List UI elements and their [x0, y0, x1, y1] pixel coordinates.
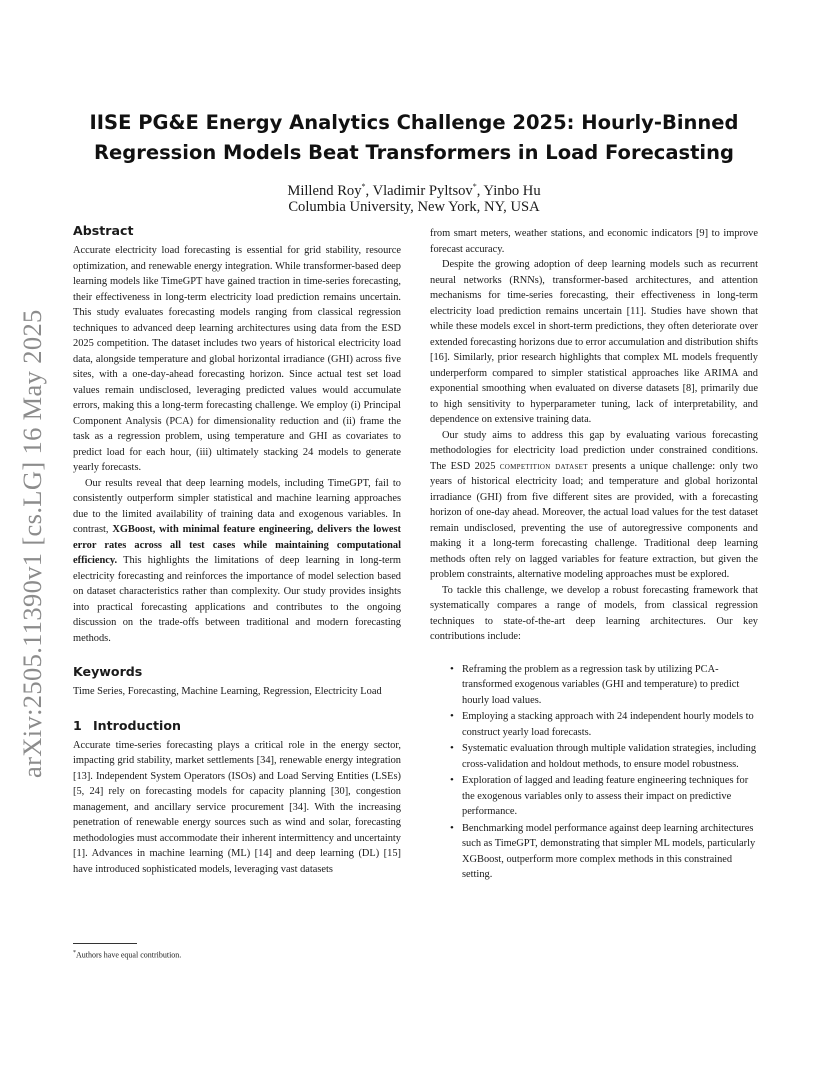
- list-item: • Exploration of lagged and leading feature engineering techniques for the exogenous variables only to assess their impact on predictive performance.: [430, 773, 758, 820]
- footnote-mark: *: [73, 950, 76, 956]
- introduction-paragraph-1: Accurate time-series forecasting plays a critical role in the energy sector, impacting grid stability, market settlements [34], renewable energy integration [13]. Independent System Operators (ISOs) and Load Serving Entities (LSEs) [5, 24] rely on forecasting models for capacity planning [30], congestion management, and ancillary service procurement [34]. With the increasing penetration of renewable energy sources such as wind and solar, forecasting methodologies must accommodate their inherent intermittency and uncertainty [1]. Advances in machine learning (ML) [14] and deep learning (DL) [15] have introduced sophisticated models, leveraging vast datasets: [73, 739, 401, 875]
- author-name: Millend Roy: [287, 182, 362, 199]
- intro-p3-start: Our study aims to address this gap by evaluating various forecasting methodologies for electricity load prediction under constrained conditions. The ESD 2025: [430, 429, 758, 472]
- title-line-2: Regression Models Beat Transformers in Load Forecasting: [94, 141, 734, 164]
- affiliation: Columbia University, New York, NY, USA: [288, 199, 540, 215]
- contributions-list: [430, 662, 758, 883]
- footnote: [73, 948, 181, 961]
- title-line-1: IISE PG&E Energy Analytics Challenge 2025: Hourly-Binned: [89, 111, 739, 134]
- introduction-paragraph-1-continued: from smart meters, weather stations, and economic indicators [9] to improve forecast accuracy.: [430, 228, 758, 255]
- abstract-p2-start: Our results reveal that deep learning models, including TimeGPT, fail to consistently outperform simpler statistical and machine learning approaches due to the limited availability of training data and exogenous variables. In contrast,: [73, 477, 401, 535]
- footnote-text: Authors have equal contribution.: [76, 950, 182, 960]
- left-column: [73, 222, 401, 877]
- list-item: • Reframing the problem as a regression task by utilizing PCA-transformed exogenous variables (GHI and temperature) to predict hourly load values.: [430, 662, 758, 709]
- footnote-rule: [73, 943, 137, 944]
- list-item: • Benchmarking model performance against deep learning architectures such as TimeGPT, demonstrating that simpler ML models, particularly XGBoost, outperform more complex methods in this constrained setting.: [430, 821, 758, 883]
- arxiv-identifier: arXiv:2505.11390v1 [cs.LG] 16 May 2025: [17, 309, 47, 778]
- keywords-heading: Keywords: [73, 664, 143, 679]
- introduction-paragraph-2: Despite the growing adoption of deep learning models such as recurrent neural networks (RNNs), transformer-based architectures, and attention mechanisms for time-series forecasting, their effectiveness in long-term electricity load prediction remains uncertain [11]. Studies have shown that while these models excel in short-term predictions, they often deteriorate over extended forecasting horizons due to error accumulation and distribution shifts [16]. Similarly, prior research highlights that complex ML models frequently underperform compared to simpler statistical approaches like ARIMA and exponential smoothing when evaluated on diverse datasets [8], primarily due to high sensitivity to hyperparameter tuning, lack of interpretability, and dependence on extensive training data.: [430, 259, 758, 425]
- introduction-heading: [73, 717, 401, 735]
- author-mark: *: [472, 182, 477, 191]
- paper-title: [70, 108, 758, 168]
- author-mark: *: [361, 182, 366, 191]
- introduction-paragraph-4: To tackle this challenge, we develop a robust forecasting framework that systematically compares a range of models, from classical regression techniques to state-of-the-art deep learning architectures. Our key contributions include:: [430, 584, 758, 642]
- introduction-paragraph-3: [430, 428, 758, 583]
- intro-p3-end: presents a unique challenge: only two years of historical electricity load; and temperature and global horizontal irradiance (GHI) from five different sites are provided, with a forecasting horizon of one-day ahead. Moreover, the actual load values for the test dataset remain undisclosed, preventing the use of autoregressive components and making it a long-term forecasting challenge. Traditional deep learning methods often rely on lagged variables for feature extraction, but given the problem constraints, alternative modeling approaches must be explored.: [430, 460, 759, 580]
- author-list: Millend Roy*, Vladimir Pyltsov*, Yinbo Hu: [287, 182, 541, 199]
- intro-p3-smallcaps: competition dataset: [499, 460, 588, 472]
- abstract-heading: Abstract: [73, 223, 134, 238]
- list-item: • Systematic evaluation through multiple validation strategies, including cross-validation and holdout methods, to ensure model robustness.: [430, 741, 758, 772]
- section-number: 1: [73, 717, 82, 733]
- abstract-paragraph-2: [73, 476, 401, 647]
- keywords-text: Time Series, Forecasting, Machine Learning, Regression, Electricity Load: [73, 686, 382, 697]
- list-item: • Employing a stacking approach with 24 independent hourly models to construct yearly load forecasts.: [430, 709, 758, 740]
- right-column: [430, 226, 758, 884]
- abstract-p2-bold: XGBoost, with minimal feature engineering, delivers the lowest error rates across all test cases while maintaining computational efficiency.: [73, 524, 401, 566]
- section-title: Introduction: [93, 717, 181, 733]
- author-name: Yinbo Hu: [483, 182, 541, 199]
- abstract-paragraph-1: Accurate electricity load forecasting is essential for grid stability, resource optimization, and renewable energy integration. While transformer-based deep learning models like TimeGPT have gained traction in time-series forecasting, their effectiveness in long-term electricity load prediction remains uncertain. This study evaluates forecasting models ranging from classical regression techniques to advanced deep learning architectures using data from the ESD 2025 competition. The dataset includes two years of historical electricity load data, alongside temperature and global horizontal irradiance (GHI) across five sites, with a one-day-ahead forecasting horizon. Since actual test set load values remain undisclosed, leveraging predicted values would accumulate errors, making this a long-term forecasting challenge. We employ (i) Principal Component Analysis (PCA) for dimensionality reduction and (ii) frame the task as a regression problem, using temperature and GHI as covariates to predict load for each hour, (iii) ultimately stacking 24 models to generate yearly forecasts.: [73, 245, 401, 473]
- author-name: Vladimir Pyltsov: [372, 182, 473, 199]
- abstract-p2-end: This highlights the limitations of deep learning in long-term electricity forecasting and reinforces the importance of model selection based on dataset characteristics rather than complexity. Our study provides insights into practical forecasting applications and contributes to the ongoing discussion on the trade-offs between traditional and modern forecasting methods.: [73, 555, 401, 644]
